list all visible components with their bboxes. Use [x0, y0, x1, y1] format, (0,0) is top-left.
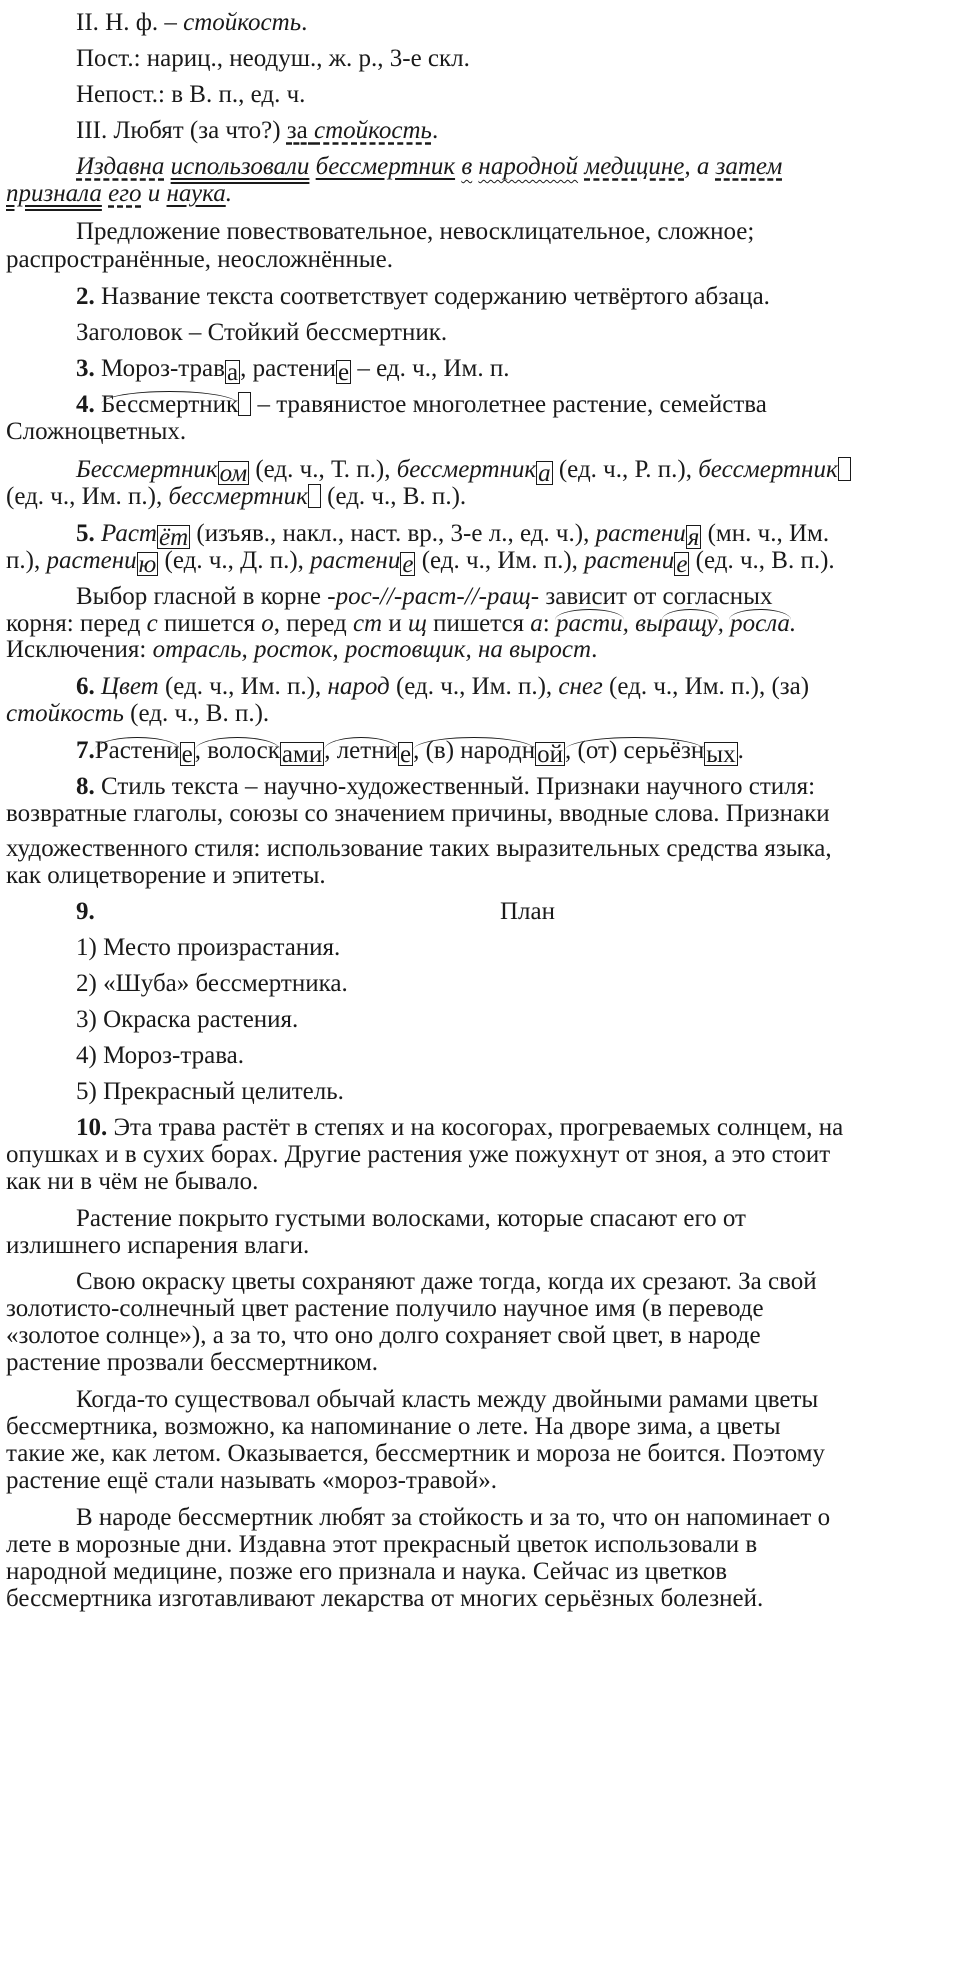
plan-item: 5) Прекрасный целитель.: [76, 1078, 344, 1105]
plan-title: План: [500, 898, 556, 925]
plan-heading: 9.: [76, 898, 95, 925]
line: излишнего испарения влаги.: [6, 1232, 310, 1259]
line: (ед. ч., Им. п.), бессмертник (ед. ч., В. п.).: [6, 483, 467, 510]
line: Бессмертником (ед. ч., Т. п.), бессмертника (ед. ч., Р. п.), бессмертник: [76, 454, 954, 486]
empty-ending-box: [308, 484, 321, 508]
plan-item: 1) Место произрастания.: [76, 934, 341, 961]
line: художественного стиля: использование таких выразительных средства языка,: [6, 835, 832, 862]
plan-item: 3) Окраска растения.: [76, 1006, 299, 1033]
line: 5. Растёт (изъяв., накл., наст. вр., 3-е л., ед. ч.), растения (мн. ч., Им.: [76, 520, 830, 551]
line: народной медицине, позже его признала и наука. Сейчас из цветков: [6, 1558, 728, 1585]
line: как ни в чём не бывало.: [6, 1168, 259, 1195]
line: 6. Цвет (ед. ч., Им. п.), народ (ед. ч., Им. п.), снег (ед. ч., Им. п.), (за): [76, 673, 810, 700]
line: 10. Эта трава растёт в степях и на косогорах, прогреваемых солнцем, на: [76, 1114, 844, 1141]
line: Предложение повествовательное, невосклицательное, сложное;: [76, 218, 755, 245]
line: Исключения: отрасль, росток, ростовщик, на вырост.: [6, 636, 598, 663]
line: Непост.: в В. п., ед. ч.: [76, 81, 306, 108]
line: такие же, как летом. Оказывается, бессмертник и мороза не боится. Поэтому: [6, 1440, 825, 1467]
line: 7.Растение, волосками, летние, (в) народной, (от) серьёзных.: [76, 737, 744, 768]
plan-item: 2) «Шуба» бессмертника.: [76, 970, 348, 997]
example-sentence: Издавна использовали бессмертник в народной медицине, а затем: [76, 153, 783, 180]
line: возвратные глаголы, союзы со значением причины, вводные слова. Признаки: [6, 800, 830, 827]
line: стойкость (ед. ч., В. п.).: [6, 700, 270, 727]
line: 2. Название текста соответствует содержанию четвёртого абзаца.: [76, 283, 770, 310]
line: 4. Бессмертник – травянистое многолетнее растение, семейства: [76, 389, 954, 421]
line: растение прозвали бессмертником.: [6, 1349, 379, 1376]
plan-item: 4) Мороз-трава.: [76, 1042, 245, 1069]
line: п.), растению (ед. ч., Д. п.), растение (ед. ч., Им. п.), растение (ед. ч., В. п.).: [6, 547, 835, 578]
line: опушках и в сухих борах. Другие растения уже пожухнут от зноя, а это стоит: [6, 1141, 831, 1168]
line: Когда-то существовал обычай класть между двойными рамами цветы: [76, 1386, 819, 1413]
line: 8. Стиль текста – научно-художественный. Признаки научного стиля:: [76, 773, 816, 800]
line: Сложноцветных.: [6, 418, 187, 445]
line: Выбор гласной в корне -рос-//-раст-//-ращ- зависит от согласных: [76, 583, 773, 610]
line: В народе бессмертник любят за стойкость и за то, что он напоминает о: [76, 1504, 831, 1531]
line: лете в морозные дни. Издавна этот прекрасный цветок использовали в: [6, 1531, 758, 1558]
line: как олицетворение и эпитеты.: [6, 862, 326, 889]
line: 3. Мороз-трава, растение – ед. ч., Им. п.: [76, 355, 510, 386]
line: корня: перед с пишется о, перед ст и щ пишется а: расти, выращу, росла.: [6, 608, 954, 640]
line: III. Любят (за что?) за стойкость.: [76, 117, 439, 144]
line: «золотое солнце»), а за то, что оно долго сохраняет свой цвет, в народе: [6, 1322, 761, 1349]
line: бессмертника, возможно, ка напоминание о лете. На дворе зима, а цветы: [6, 1413, 781, 1440]
line: растение ещё стали называть «мороз-травой».: [6, 1467, 498, 1494]
line: II. Н. ф. – стойкость.: [76, 9, 308, 36]
line: Заголовок – Стойкий бессмертник.: [76, 319, 448, 346]
line: Пост.: нариц., неодуш., ж. р., 3-е скл.: [76, 45, 470, 72]
line: распространённые, неосложнённые.: [6, 246, 393, 273]
empty-ending-box: [238, 392, 251, 416]
line: бессмертника изготавливают лекарства от многих серьёзных болезней.: [6, 1585, 764, 1612]
line: Свою окраску цветы сохраняют даже тогда, когда их срезают. За свой: [76, 1268, 817, 1295]
empty-ending-box: [838, 457, 851, 481]
example-sentence: признала его и наука.: [6, 180, 232, 207]
line: золотисто-солнечный цвет растение получило научное имя (в переводе: [6, 1295, 764, 1322]
line: Растение покрыто густыми волосками, которые спасают его от: [76, 1205, 746, 1232]
